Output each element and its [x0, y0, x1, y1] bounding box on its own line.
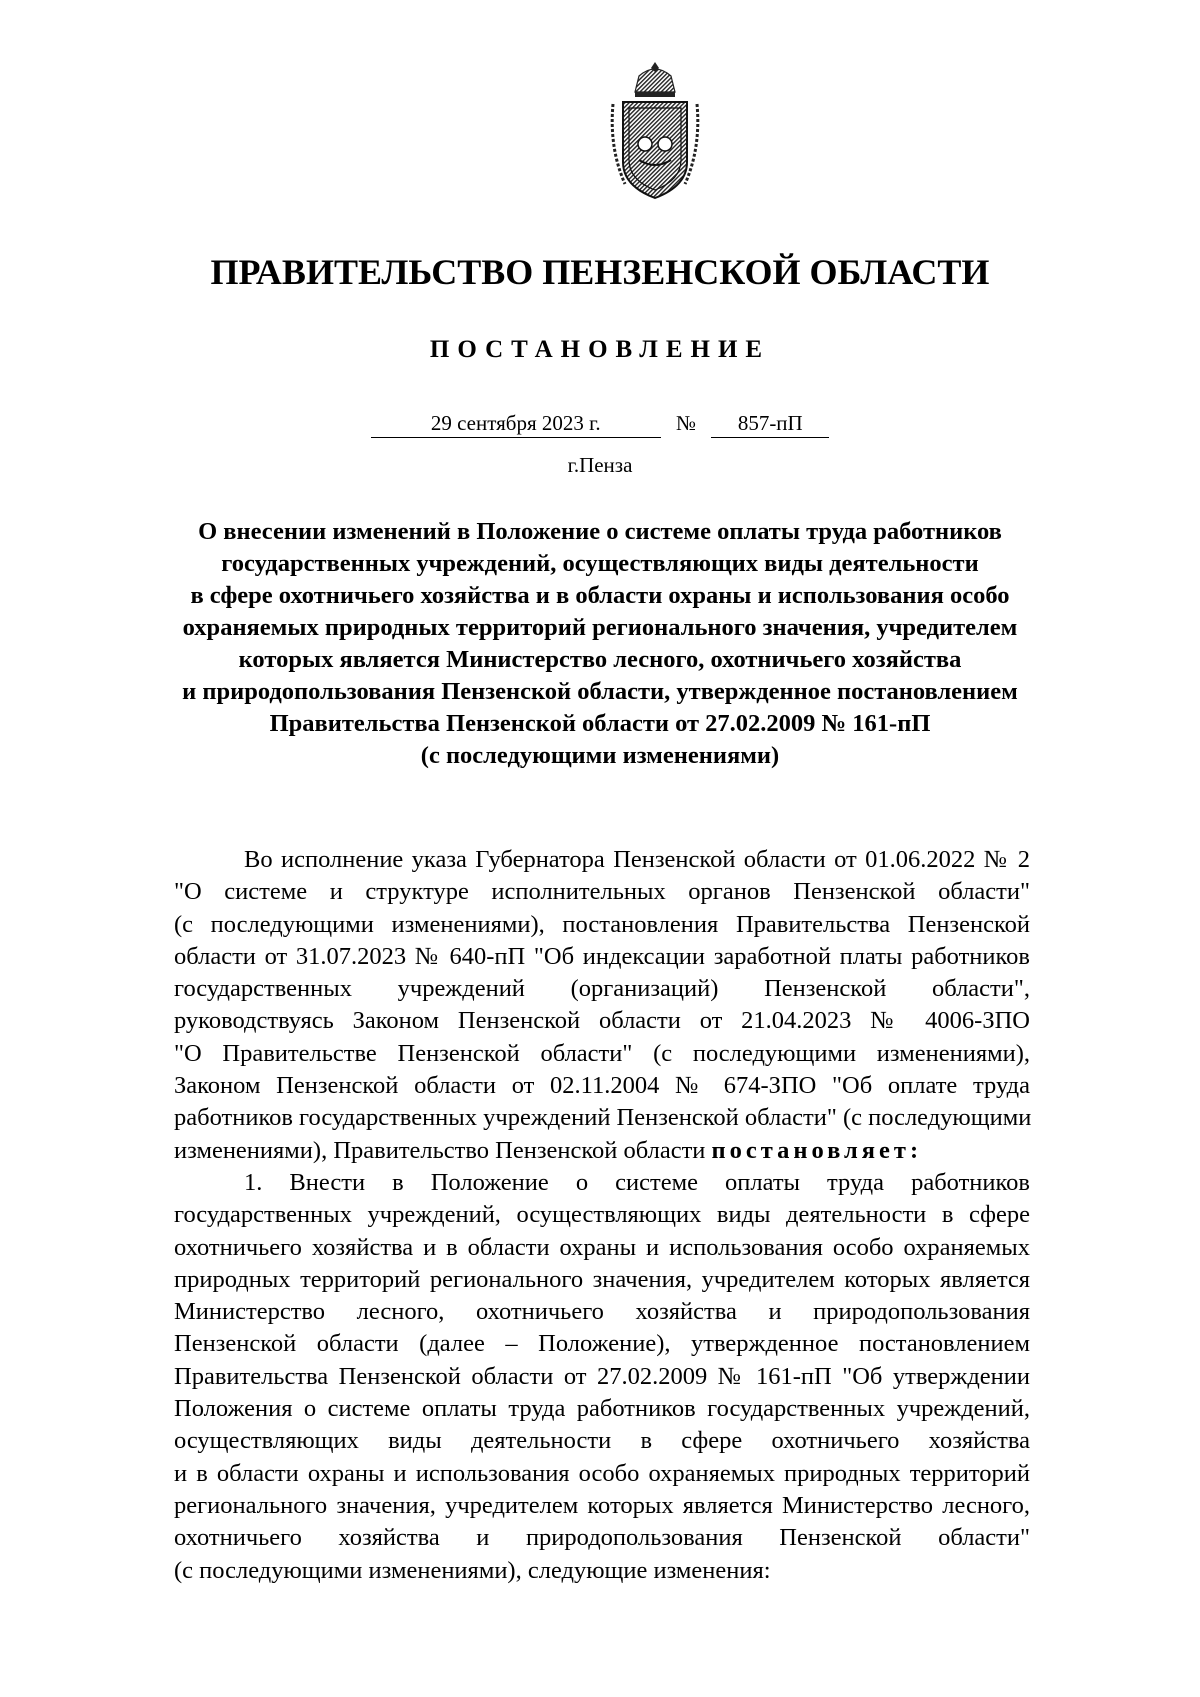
document-date: 29 сентября 2023 г.: [371, 411, 661, 438]
item1-line: и в области охраны и использования особо охраняемых природных территорий: [174, 1459, 1030, 1487]
item1-line: Положения о системе оплаты труда работников государственных учреждений,: [174, 1395, 1030, 1423]
subject-line: охраняемых природных территорий регионального значения, учредителем: [182, 614, 1018, 641]
subject-line: государственных учреждений, осуществляющих виды деятельности: [221, 550, 979, 577]
preamble-line-text: изменениями), Правительство Пензенской области: [174, 1136, 712, 1164]
preamble-line: (с последующими изменениями), постановления Правительства Пензенской: [174, 910, 1030, 938]
subject-line: О внесении изменений в Положение о системе оплаты труда работников: [198, 518, 1002, 545]
preamble-line: "О Правительстве Пензенской области" (с последующими изменениями),: [174, 1039, 1030, 1067]
document-subject: [170, 516, 1030, 772]
preamble-line: руководствуясь Законом Пензенской области от 21.04.2023 № 4006-ЗПО: [174, 1007, 1030, 1035]
preamble-line: области от 31.07.2023 № 640-пП "Об индексации заработной платы работников: [174, 942, 1030, 970]
document-body: [174, 844, 1030, 1587]
resolves-word: постановляет:: [711, 1136, 923, 1164]
item1-line: Пензенской области (далее – Положение), утвержденное постановлением: [174, 1330, 1030, 1358]
subject-line: (с последующими изменениями): [420, 742, 780, 769]
number-sign: №: [675, 411, 697, 435]
preamble-line: Законом Пензенской области от 02.11.2004 № 674-ЗПО "Об оплате труда: [174, 1072, 1030, 1100]
item1-line: природных территорий регионального значения, учредителем которых является: [174, 1265, 1030, 1293]
item1-line: охотничьего хозяйства и в области охраны и использования особо охраняемых: [174, 1233, 1030, 1261]
item1-line: государственных учреждений, осуществляющих виды деятельности в сфере: [174, 1201, 1030, 1229]
subject-line: и природопользования Пензенской области, утвержденное постановлением: [182, 678, 1018, 705]
coat-of-arms-icon: [605, 58, 705, 208]
item1-line: 1. Внести в Положение о системе оплаты труда работников: [244, 1168, 1030, 1196]
document-number: 857-пП: [711, 411, 829, 438]
document-type: ПОСТАНОВЛЕНИЕ: [429, 336, 771, 363]
subject-line: Правительства Пензенской области от 27.02.2009 № 161-пП: [269, 710, 931, 737]
item1-line: осуществляющих виды деятельности в сфере охотничьего хозяйства: [174, 1427, 1030, 1455]
preamble-line: Во исполнение указа Губернатора Пензенской области от 01.06.2022 № 2: [244, 846, 1030, 873]
date-number-row: [0, 411, 1200, 438]
item1-line: регионального значения, учредителем которых является Министерство лесного,: [174, 1491, 1030, 1519]
preamble-line: "О системе и структуре исполнительных органов Пензенской области": [174, 878, 1030, 906]
preamble-last-line: [174, 1135, 1030, 1167]
item1-line: Министерство лесного, охотничьего хозяйства и природопользования: [174, 1298, 1030, 1326]
item1-line: охотничьего хозяйства и природопользования Пензенской области": [174, 1524, 1030, 1552]
document-city: г.Пенза: [567, 453, 633, 477]
preamble-line: работников государственных учреждений Пензенской области" (с последующими: [174, 1104, 1032, 1132]
item1-line: (с последующими изменениями), следующие изменения:: [174, 1556, 771, 1584]
item1-line: Правительства Пензенской области от 27.02.2009 № 161-пП "Об утверждении: [174, 1362, 1030, 1390]
subject-line: в сфере охотничьего хозяйства и в области охраны и использования особо: [190, 582, 1010, 609]
subject-line: которых является Министерство лесного, охотничьего хозяйства: [238, 646, 962, 673]
preamble-line: государственных учреждений (организаций) Пензенской области",: [174, 975, 1030, 1003]
organization-title: ПРАВИТЕЛЬСТВО ПЕНЗЕНСКОЙ ОБЛАСТИ: [210, 252, 990, 292]
